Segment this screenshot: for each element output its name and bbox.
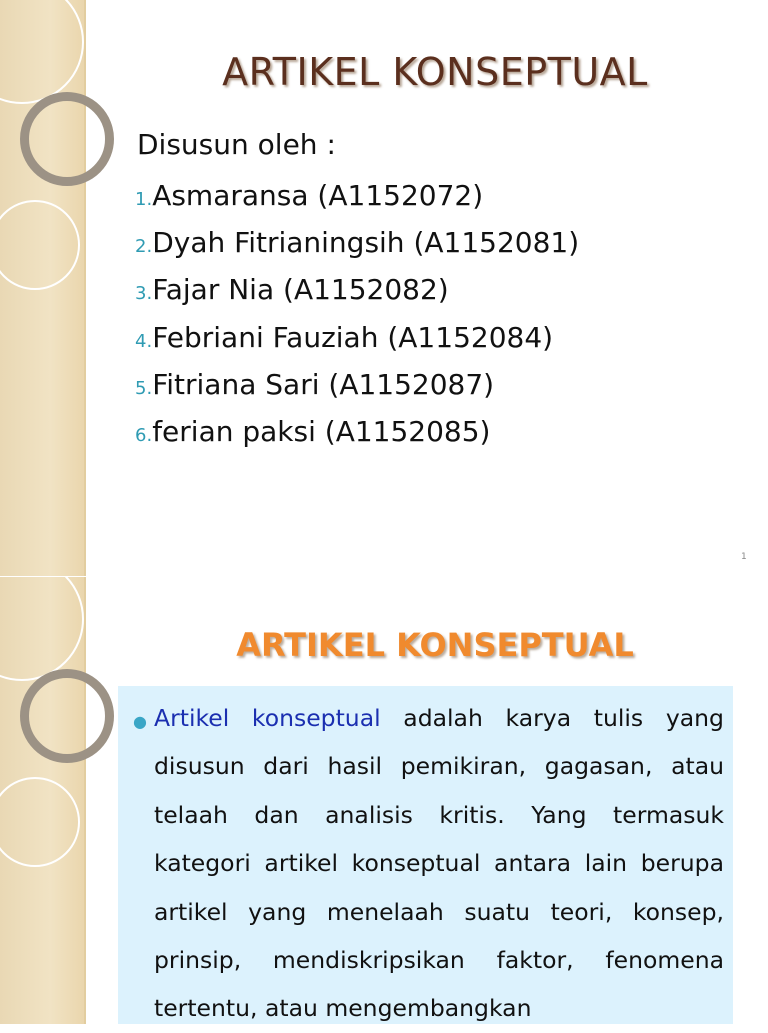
list-item (135, 410, 579, 457)
list-item (135, 174, 579, 221)
list-number: 3. (135, 283, 153, 305)
author-name: Dyah Fitrianingsih (A1152081) (152, 226, 580, 260)
list-number: 1. (135, 189, 153, 210)
page-number: 1 (741, 552, 747, 562)
decorative-ring-thick (20, 92, 114, 186)
list-item (135, 316, 579, 363)
list-number: 5. (135, 377, 153, 399)
author-name: Fajar Nia (A1152082) (152, 273, 449, 307)
list-item (135, 268, 579, 315)
decorative-ring-thick (20, 669, 114, 763)
author-heading: Disusun oleh : (137, 128, 336, 161)
author-name: Fitriana Sari (A1152087) (152, 367, 495, 401)
bullet-body: adalah karya tulis yang disusun dari hasil pemikiran, gagasan, atau telaah dan analisis kritis. Yang termasuk kategori artikel konseptual antara lain berupa artikel yang menelaah suatu teori, konsep, prinsip, mendiskripsikan faktor, fenomena tertentu, atau mengembangkan (154, 704, 724, 1023)
author-list (135, 174, 579, 457)
list-number: 2. (135, 236, 153, 258)
author-name: Febriani Fauziah (A1152084) (152, 320, 554, 354)
list-item (135, 221, 579, 268)
list-number: 4. (135, 330, 153, 352)
list-item (135, 363, 579, 410)
list-number: 6. (135, 424, 153, 446)
slide-1-title: ARTIKEL KONSEPTUAL (222, 50, 648, 94)
bullet-icon: ● (133, 712, 147, 731)
slide-2-title: ARTIKEL KONSEPTUAL (236, 626, 634, 664)
highlighted-term: Artikel konseptual (154, 704, 381, 732)
bullet-paragraph (154, 694, 724, 1033)
author-name: Asmaransa (A1152072) (152, 179, 484, 212)
author-name: ferian paksi (A1152085) (152, 414, 491, 448)
